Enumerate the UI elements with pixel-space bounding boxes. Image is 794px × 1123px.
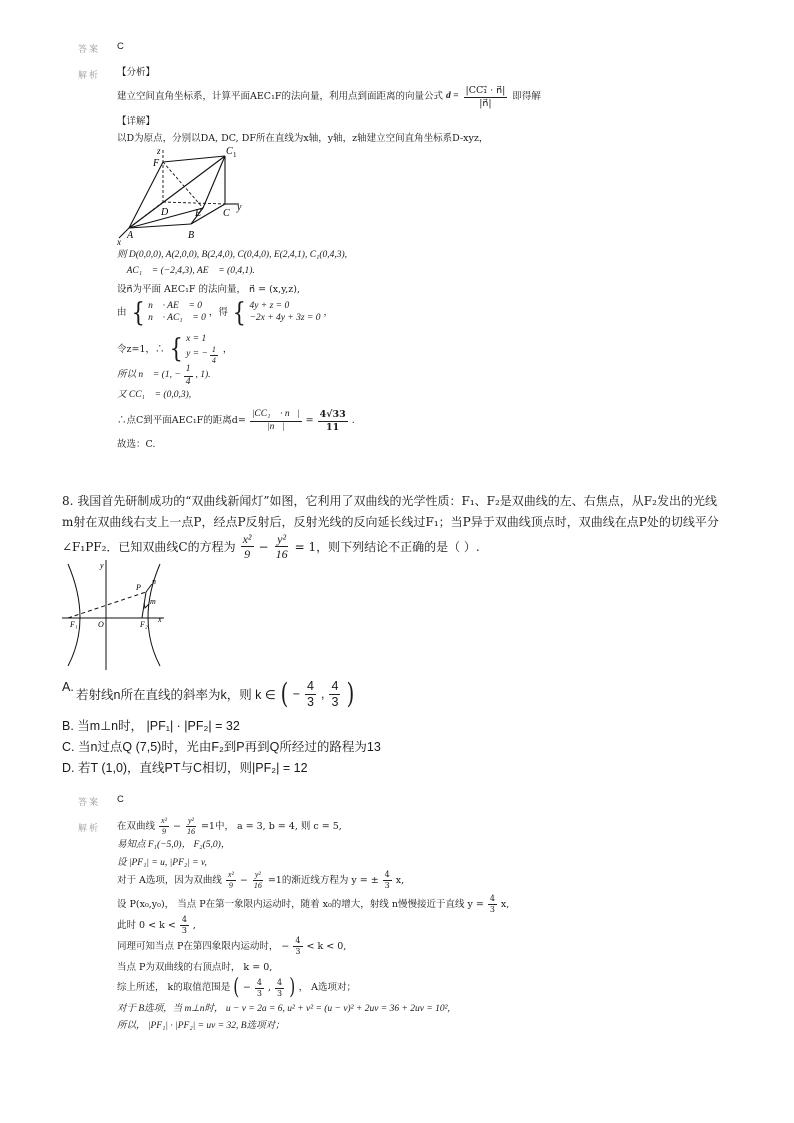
fenxi-tail: 即得解 (512, 91, 541, 103)
so-n: 所以 n⃗ = (1, − (117, 370, 181, 381)
fenxi-text-line (117, 86, 541, 108)
fenxi-formula (464, 86, 508, 108)
q8-stem-line2: m射在双曲线右支上一点P，经点P反射后，反射光线的反向延长线过F₁；当P异于双曲线顶点时，双曲线在点P处的切线平分 (62, 515, 719, 529)
sol-s4-fden: 3 (384, 881, 390, 890)
q7-conclusion: 故选：C. (117, 439, 156, 450)
eq-x-num: x² (242, 532, 252, 546)
let-system: { x = 1 y = − $\frac{1}{4}$ (168, 334, 220, 365)
sol-s1-post: =1中， a = 3, b = 4, 则 c = 5, (200, 820, 342, 832)
sol-s6-post: , (192, 919, 196, 931)
sol-s1-num1: x² (161, 816, 167, 825)
sol-s9-d1: 3 (256, 988, 262, 998)
let-prefix: 令z=1，∴ (117, 343, 165, 355)
sol-s9-post: ， A选项对； (298, 982, 357, 994)
label-B: B (188, 230, 195, 241)
answer-label: 答案 (78, 45, 101, 55)
q8-line3-a: ∠F₁PF₂．已知双曲线C的方程为 (62, 540, 236, 554)
sol-s4-pre: 对于 A选项，因为双曲线 (117, 874, 222, 886)
sol-s1-num2: y² (187, 816, 194, 825)
eq-y-den: 16 (275, 547, 288, 561)
let-line (117, 334, 232, 365)
option-a-num1: 4 (307, 679, 314, 693)
so-n-end: , 1). (195, 370, 211, 381)
option-a-text: 若射线n所在直线的斜率为k，则 k ∈ (76, 688, 276, 702)
label-C: C (223, 208, 230, 219)
sol-line6 (117, 916, 196, 935)
distance-line (117, 410, 355, 432)
sol-s6-fden: 3 (181, 926, 187, 935)
sol-line7 (117, 937, 346, 956)
vector-coords: ∴ AC₁⃗ = (−2,4,3), AE⃗ = (0,4,1). (117, 266, 255, 276)
edge-DA (129, 202, 163, 228)
coord-setup: 以D为原点，分别以DA, DC, DF所在直线为x轴，y轴，z轴建立空间直角坐标系D-xyz， (117, 133, 489, 144)
sys1-a: n⃗ · AE⃗ = 0 (148, 301, 203, 312)
sol-s9-n2: 4 (276, 977, 283, 987)
sol-s5-post: x, (500, 898, 510, 910)
fenxi-formula-lhs: d = (445, 91, 459, 102)
fenxi-text: 建立空间直角坐标系，计算平面AEC₁F的法向量，利用点到面距离的向量公式 (117, 91, 443, 103)
option-a-label: A. (62, 680, 74, 694)
let-b-den: 4 (211, 355, 216, 365)
eq-x-den: 9 (244, 547, 251, 561)
dist-num: |CC₁⃗ · n⃗| (250, 410, 302, 422)
q8-line3-b: = 1，则下列结论不正确的是（ ）. (294, 540, 480, 554)
fig2-F2: F₂ (140, 620, 148, 629)
label-A: A (127, 230, 134, 241)
sol-s4-fnum: 4 (384, 870, 390, 879)
point-coords: 则 D(0,0,0), A(2,0,0), B(2,4,0), C(0,4,0), E(2,4,1), C₁(0,4,3), (117, 250, 348, 260)
fenxi-formula-den: |n⃗| (479, 97, 492, 109)
sol-line10: 对于 B选项，当 m⊥n时， u − v = 2a = 6, u² + v² = (u − v)² + 2uv = 36 + 2uv = 10², (117, 1004, 450, 1014)
let-a: x = 1 (186, 334, 207, 344)
sol-s1-pre: 在双曲线 (117, 820, 156, 832)
sol-s9-n1: 4 (256, 977, 262, 987)
sol-line11: 所以， |PF₁| · |PF₂| = uv = 32, B选项对； (117, 1021, 285, 1031)
sol-line2: 易知点 F₁(−5,0)， F₂(5,0)， (117, 840, 231, 850)
sol-line3: 设 |PF₁| = u, |PF₂| = v, (117, 858, 207, 868)
fig2-n: n (152, 577, 156, 586)
sol-s6-pre: 此时 0 < k < (117, 919, 176, 931)
dist-eq: = (305, 415, 314, 427)
sol-s4-mid: =1的渐近线方程为 y = ± (267, 874, 379, 886)
sys2-b: −2x + 4y + 3z = 0 (249, 313, 321, 323)
eq-minus: − (258, 539, 269, 554)
option-a: 若射线n所在直线的斜率为k，则 k ∈ ( − $\frac{4}{3}$ , $\frac{4}{3}$ ) (76, 677, 355, 710)
edge-FC1 (163, 156, 225, 162)
sol-s5-fnum: 4 (489, 894, 495, 903)
sol-s1-den1: 9 (161, 827, 166, 836)
fig2-m: m (150, 597, 156, 606)
q8-answer: C (117, 794, 124, 805)
system-1: { n⃗ · AE⃗ = 0 n⃗ · AC₁⃗ = 0 (131, 298, 206, 328)
label-x: x (117, 237, 121, 246)
diag-AC1 (129, 156, 225, 228)
sol-s6-fnum: 4 (181, 915, 187, 924)
sol-s5-fden: 3 (489, 905, 495, 914)
sol-s1-den2: 16 (186, 827, 195, 836)
sys-prefix: 由 (117, 307, 127, 319)
analysis-label: 解析 (78, 71, 101, 81)
sol-s9-pre: 综上所述， k的取值范围是 (117, 982, 231, 994)
option-a-den2: 3 (331, 694, 339, 709)
edge-DC (163, 202, 225, 204)
sol-s4-den1: 9 (228, 881, 233, 890)
let-b: y = − (186, 349, 208, 360)
label-y: y (237, 202, 242, 213)
label-E: E (195, 208, 202, 219)
dist-prefix: ∴点C到平面AEC₁F的距离d= (117, 415, 246, 427)
sol-s4-post: x, (395, 874, 405, 886)
so-n-num: 1 (184, 365, 193, 377)
hyperbola-figure (62, 560, 166, 670)
sol-s4-num2: y² (254, 870, 261, 879)
sol-line9: 综上所述， k的取值范围是 ( − $\frac{4}{3}$ , $\frac{4}{3}$ ) ， A选项对； (117, 975, 357, 1000)
q7-answer: C (117, 41, 124, 52)
dist-end: . (351, 415, 355, 427)
let-end: ， (222, 343, 233, 355)
fig2-O: O (98, 620, 104, 629)
label-D: D (161, 207, 169, 218)
system-2: { 4y + z = 0 −2x + 4y + 3z = 0 (232, 298, 321, 328)
option-c: C. 当n过点Q (7,5)时，光由F₂到P再到Q所经过的路程为13 (62, 740, 381, 754)
sys-end: ， (323, 307, 334, 319)
label-F: F (153, 158, 160, 169)
edge-FA (129, 162, 163, 228)
sol-s4-den2: 16 (253, 881, 262, 890)
sol-s7-pre: 同理可知当点 P在第四象限内运动时， − (117, 940, 290, 952)
sys-mid: ，得 (208, 307, 228, 319)
system-line (117, 300, 333, 326)
option-d: D. 若T (1,0)，直线PT与C相切，则|PF₂| = 12 (62, 761, 308, 775)
fenxi-formula-num: |CC₁⃗ · n⃗| (465, 85, 506, 96)
dist-val-num: 4√33 (319, 409, 346, 420)
sys1-b: n⃗ · AC₁⃗ = 0 (148, 313, 206, 323)
option-a-den1: 3 (307, 694, 314, 709)
sol-s7-fnum: 4 (295, 936, 301, 945)
sol-s7-post: < k < 0, (306, 940, 347, 952)
sol-s5-pre: 设 P(x₀,y₀)， 当点 P在第一象限内运动时，随着 x₀的增大，射线 n慢慢接近于直线 y = (117, 898, 484, 910)
q8-stem-line3 (62, 533, 480, 560)
sol-line1: 在双曲线 $\frac{\text{x²}}{9}$ − $\frac{\text{y²}}{16}$ =1中， a = 3, b = 4, 则 c = 5, (117, 816, 342, 836)
fig2-F1: F₁ (70, 620, 78, 629)
cuboid-figure (115, 142, 255, 246)
so-n-den: 4 (185, 376, 191, 387)
fig2-y: y (100, 561, 104, 570)
let-b-num: 1 (211, 344, 216, 354)
fig2-x: x (158, 615, 162, 624)
sol-line4: 对于 A选项，因为双曲线 $\frac{\text{x²}}{9}$ − $\frac{\text{y²}}{16}$ =1的渐近线方程为 y = ± $\frac{4}{3}$ x, (117, 870, 405, 890)
option-b: B. 当m⊥n时， |PF₁| · |PF₂| = 32 (62, 719, 240, 733)
fig2-P: P (136, 583, 141, 592)
label-C1: C (226, 146, 233, 157)
sol-line8: 当点 P为双曲线的右顶点时， k = 0, (117, 962, 273, 973)
sol-s9-d2: 3 (276, 988, 283, 998)
sol-s4-num1: x² (227, 870, 234, 879)
sol-s7-fden: 3 (295, 947, 301, 956)
answer-label-2: 答案 (78, 798, 101, 808)
option-a-num2: 4 (331, 679, 339, 693)
edge-FE (163, 162, 203, 208)
eq-y-num: y² (277, 532, 287, 546)
analysis-label-2: 解析 (78, 824, 101, 834)
label-z: z (157, 146, 161, 156)
normal-def: 设n⃗为平面 AEC₁F 的法向量， n⃗ = (x,y,z), (117, 284, 301, 295)
fenxi-heading: 【分析】 (117, 67, 156, 78)
xiangjie-heading: 【详解】 (117, 116, 156, 127)
so-n-line (117, 365, 211, 387)
label-C1-sub: 1 (233, 151, 237, 159)
cc1-vector: 又 CC₁⃗ = (0,0,3), (117, 390, 192, 400)
sol-line5 (117, 895, 509, 914)
q8-stem-line1: 8. 我国首先研制成功的“双曲线新闻灯”如图，它利用了双曲线的光学性质：F₁、F₂是双曲线的左、右焦点，从F₂发出的光线 (62, 494, 717, 508)
dist-val-den: 11 (326, 421, 340, 433)
dist-den: |n⃗| (267, 421, 285, 432)
sys2-a: 4y + z = 0 (249, 301, 290, 312)
